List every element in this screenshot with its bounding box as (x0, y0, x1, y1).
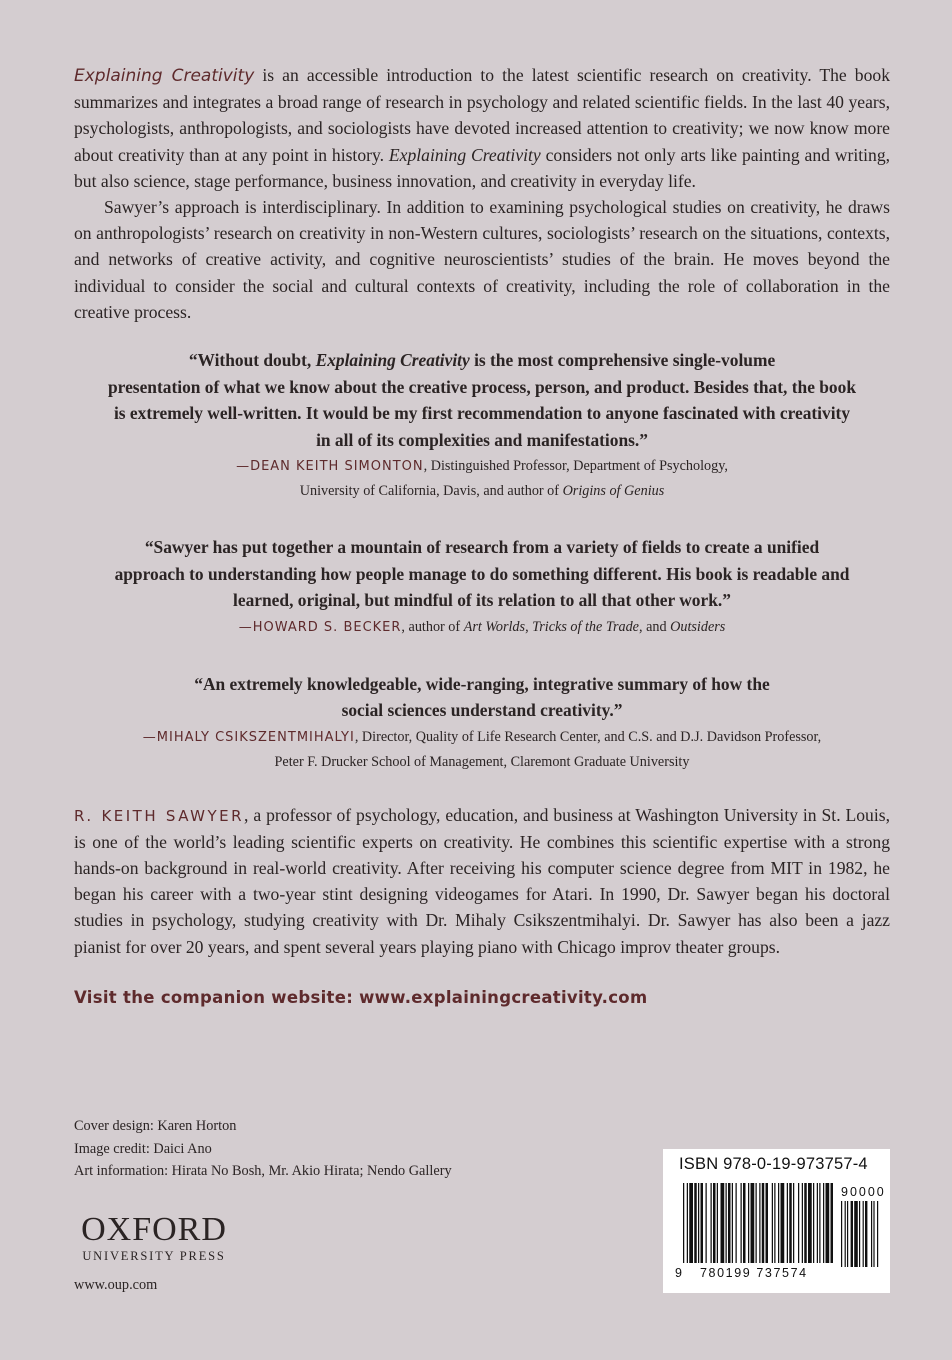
barcode-bar (759, 1183, 760, 1263)
publisher-url[interactable]: www.oup.com (74, 1277, 158, 1293)
barcode-bar (736, 1183, 737, 1263)
oxford-logo (74, 1213, 234, 1265)
quote-text (74, 347, 890, 453)
barcode-addon-digits: 90000 (841, 1185, 886, 1199)
quote-csikszentmihalyi (74, 671, 890, 774)
barcode-bar (687, 1183, 688, 1263)
quote-line: approach to understanding how people manage to do something different. His book is readable and (114, 563, 850, 584)
isbn-number: ISBN 978-0-19-973757-4 (679, 1155, 868, 1173)
barcode-addon-bar (877, 1201, 878, 1267)
intro-paragraph (74, 62, 890, 194)
quote-attribution (74, 454, 890, 503)
attribution-name: —HOWARD S. BECKER (238, 619, 402, 635)
barcode-bar (751, 1183, 755, 1263)
barcode-digits: 780199 737574 (700, 1266, 808, 1280)
barcode-bar (802, 1183, 803, 1263)
barcode-bar (817, 1183, 818, 1263)
barcode-bar (683, 1183, 684, 1263)
barcode-bar (701, 1183, 704, 1263)
intro-lead-title: Explaining Creativity (74, 66, 255, 86)
barcode-bar (713, 1183, 716, 1263)
barcode-bar (728, 1183, 731, 1263)
barcode-addon-bar (873, 1201, 874, 1267)
quote-line: “Without doubt, (188, 350, 316, 371)
isbn-barcode (663, 1149, 890, 1293)
quote-title-ref: Explaining Creativity (315, 350, 470, 371)
barcode-bar (726, 1183, 727, 1263)
quote-line: is extremely well-written. It would be my first recommendation to anyone fascinated with creativity (113, 403, 851, 424)
quote-line: “Sawyer has put together a mountain of research from a variety of fields to create a unified (144, 537, 820, 558)
attribution-text: , author of (401, 618, 464, 635)
attribution-text: , (525, 618, 533, 635)
barcode-addon-bar (871, 1201, 872, 1267)
barcode-bar (721, 1183, 725, 1263)
barcode-bar (717, 1183, 718, 1263)
intro-text-a: is an accessible introduction to the latest scientific research on creativity. The book summarizes and integrates a broad range of research in psychology and related scientific fields. In the last 40 years, psychologists, anthropologists, and sociologists have devoted increased attention to creativity; we now know more about creativity than at any point in history. (74, 65, 890, 165)
quote-line: is the most comprehensive single-volume (469, 350, 776, 371)
barcode-bar (778, 1183, 779, 1263)
cover-credits (74, 1115, 452, 1183)
barcode-addon-bar (863, 1201, 864, 1267)
barcode-bar (793, 1183, 794, 1263)
barcode-bar (819, 1183, 820, 1263)
attribution-book-title: Art Worlds (463, 618, 526, 635)
quote-line: learned, original, but mindful of its relation to all that other work.” (233, 590, 731, 611)
attribution-book-title: Tricks of the Trade (532, 618, 639, 635)
author-bio-text: , a professor of psychology, education, and business at Washington University in St. Louis, is one of the world’s leading scientific experts on creativity. He combines this scientific expertise with a strong hands-on background in real-world creativity. After receiving his computer science degree from MIT in 1982, he began his career with a two-year stint designing videogames for Atari. In 1990, Dr. Sawyer began his doctoral studies in psychology, studying creativity with Dr. Mihaly Csikszentmihalyi. Dr. Sawyer has also been a jazz pianist for over 20 years, and spent several years playing piano with Chicago improv theater groups. (74, 804, 890, 957)
cover-design-credit: Cover design: Karen Horton (74, 1118, 237, 1134)
quote-text (74, 534, 890, 614)
back-cover-text (74, 62, 890, 1007)
barcode-bar (781, 1183, 785, 1263)
attribution-book-title: Origins of Genius (562, 483, 665, 500)
barcode-addon-bar (847, 1201, 848, 1267)
author-bio (74, 802, 890, 960)
barcode-addon-bar (851, 1201, 853, 1267)
attribution-name: —MIHALY CSIKSZENTMIHALYI (142, 729, 355, 745)
barcode-bar (772, 1183, 773, 1263)
barcode-bar (732, 1183, 733, 1263)
barcode-bar (774, 1183, 775, 1263)
quote-line: “An extremely knowledgeable, wide-ranging, integrative summary of how the (194, 673, 770, 694)
barcode-bar (694, 1183, 697, 1263)
quote-line: in all of its complexities and manifestations.” (316, 429, 648, 450)
barcode-bar (831, 1183, 834, 1263)
quote-text (74, 671, 890, 724)
intro-text-b: considers not only arts like painting and writing, but also science, stage performance, business innovation, and creativity in everyday life. (74, 144, 891, 191)
barcode-bar (756, 1183, 757, 1263)
intro-title-ref: Explaining Creativity (388, 144, 541, 165)
quote-attribution (74, 615, 890, 640)
barcode-bar (711, 1183, 712, 1263)
barcode-bar (787, 1183, 788, 1263)
barcode-addon-bar (854, 1201, 858, 1267)
barcode-bar (823, 1183, 824, 1263)
barcode-bar (743, 1183, 746, 1263)
barcode-bar (766, 1183, 769, 1263)
quote-attribution (74, 725, 890, 774)
attribution-text: , Distinguished Professor, Department of Psychology, (423, 458, 728, 475)
attribution-text: , and (638, 618, 671, 635)
barcode-addon-bar (859, 1201, 860, 1267)
barcode-bar (698, 1183, 699, 1263)
art-information: Art information: Hirata No Bosh, Mr. Akio Hirata; Nendo Gallery (74, 1163, 452, 1179)
attribution-name: —DEAN KEITH SIMONTON (236, 459, 424, 475)
companion-website-link[interactable]: Visit the companion website: www.explainingcreativity.com (74, 987, 648, 1007)
quote-line: social sciences understand creativity.” (341, 700, 623, 721)
barcode-first-digit: 9 (675, 1266, 682, 1280)
approach-paragraph: Sawyer’s approach is interdisciplinary. In addition to examining psychological studies on creativity, he draws on anthropologists’ research on creativity in non-Western cultures, sociologists’ research on the situations, contexts, and networks of creative activity, and cognitive neuroscientists’ studies of the brain. He moves beyond the individual to consider the social and cultural contexts of creativity, including the role of collaboration in the creative process. (74, 197, 890, 322)
barcode-bar (804, 1183, 807, 1263)
quote-line: presentation of what we know about the creative process, person, and product. Besides that, the book (108, 376, 856, 397)
barcode-bar (762, 1183, 765, 1263)
barcode-bar (689, 1183, 693, 1263)
barcode-bar (826, 1183, 830, 1263)
barcode-bar (813, 1183, 814, 1263)
attribution-text: University of California, Davis, and author of (299, 483, 563, 500)
barcode-bar (706, 1183, 707, 1263)
publisher-subtitle: UNIVERSITY PRESS (82, 1249, 226, 1263)
barcode-bar (798, 1183, 799, 1263)
author-name: R. KEITH SAWYER (74, 806, 245, 825)
barcode-bar (808, 1183, 812, 1263)
attribution-text: Peter F. Drucker School of Management, Claremont Graduate University (274, 753, 690, 770)
image-credit: Image credit: Daici Ano (74, 1140, 212, 1157)
attribution-book-title: Outsiders (670, 618, 726, 635)
attribution-text: , Director, Quality of Life Research Center, and C.S. and D.J. Davidson Professor, (354, 728, 822, 745)
quote-becker (74, 534, 890, 640)
barcode-addon-bar (865, 1201, 867, 1267)
barcode-bar (741, 1183, 742, 1263)
barcode-addon-bar (845, 1201, 846, 1267)
barcode-bar (748, 1183, 749, 1263)
quote-simonton (74, 347, 890, 503)
barcode-addon-bar (841, 1201, 842, 1267)
publisher-name: OXFORD (81, 1211, 227, 1248)
barcode-bar (789, 1183, 792, 1263)
